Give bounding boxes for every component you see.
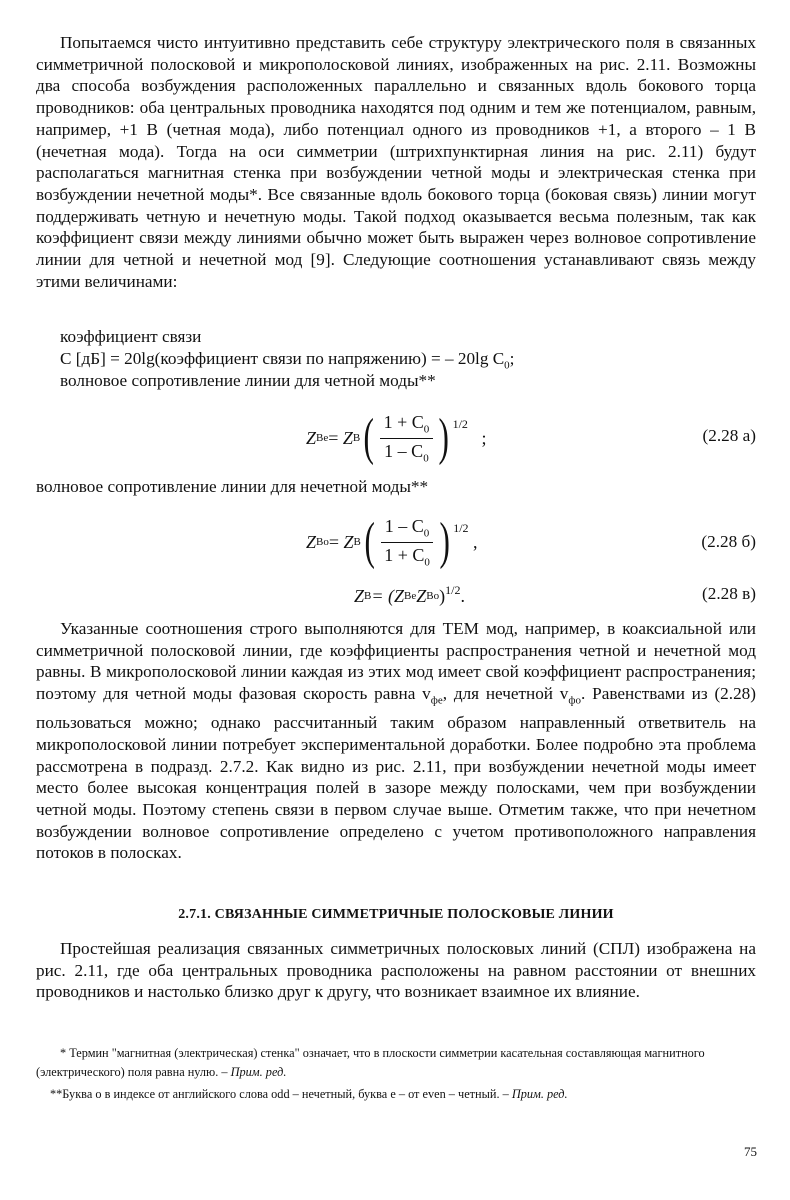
eq-b-denominator [380,543,434,569]
equation-2-28b [36,502,756,582]
eq-a-power: 1/2 [452,416,468,431]
eq-b-equals: = [328,531,340,552]
section-heading: 2.7.1. СВЯЗАННЫЕ СИММЕТРИЧНЫЕ ПОЛОСКОВЫЕ ЛИНИИ [178,907,614,922]
eq-a-den-sub: 0 [423,452,429,465]
eq-a-tail: ; [481,427,487,448]
eq-b-den-sub: 0 [424,556,430,569]
footnote-2 [36,1085,756,1104]
eq-a-lhs: Z [306,427,317,448]
eq-b-den-text: 1 + C [384,544,425,565]
eq-a-numerator [380,412,434,439]
footnote-1-mark: * [60,1046,67,1060]
p2-rest: . Равенствами из (2.28) пользоваться можно; однако рассчитанный таким образом направленный ответвитель на микрополосковой линии потребует экспериментальной доработки. Более подробно эта проблема рассмотрена в подразд. 2.7.2. Как видно из рис. 2.11, при возбуждении нечетной моды имеет место более высокая концентрация полей в зазоре между полосками, чем при возбуждении четной моды. Поэтому степень связи в первом случае выше. Отметим также, что при нечетном возбуждении волновое сопротивление определено с учетом противоположного направления потоков в полосках. [36,684,756,863]
eq-a-equals: = [328,427,339,448]
equation-2-28a-body [306,398,486,478]
eq-a-num-sub: 0 [423,423,430,436]
page-number: 75 [744,1144,757,1159]
paragraph-tem-modes [36,618,756,864]
eq-c-s2: Во [426,590,440,602]
eq-c-power: 1/2 [445,582,461,597]
eq-b-left-paren: ( [364,513,375,570]
coupling-label: коэффициент связи [60,327,202,346]
eq-b-numerator [381,516,434,543]
eq-b-power: 1/2 [453,520,469,535]
eq-c-lhs-sub: В [364,590,372,602]
equation-2-28b-body [306,502,478,582]
eq-a-z-sub: В [352,432,361,444]
eq-a-left-paren: ( [363,409,375,466]
p2-text: Указанные соотношения строго выполняются для ТЕМ мод, например, в коаксиальной или симметричной полосковой линии, где коэффициенты распространения четной и нечетной мод равны. В микрополосковой линии каждая из этих мод имеет свой коэффициент распространения; поэтому для четной моды фазовая скорость равна v [36,619,756,704]
eq-b-number: (2.28 б) [701,532,756,551]
eq-a-num-text: 1 + C [383,411,424,432]
eq-b-z: Z [343,531,354,552]
eq-a-lhs-sub: Ве [316,432,329,444]
paragraph-spl: Простейшая реализация связанных симметричных полосковых линий (СПЛ) изображена на рис. 2.11, где оба центральных проводника расположены на равном расстоянии от внешних проводников и настолько близко друг к другу, что возникает взаимное их влияние. [36,939,756,1002]
eq-c-text: = (Z [371,585,405,606]
eq-c-close: ) [439,585,446,606]
equation-2-28c [36,580,756,612]
eq-b-num-sub: 0 [423,527,430,540]
eq-c-number: (2.28 в) [702,584,756,603]
eq-b-tail: , [473,531,478,552]
eq-b-fraction [380,516,434,568]
footnote-2-mark: ** [50,1087,63,1101]
eq-b-lhs-sub: Во [316,536,329,548]
eq-b-lhs: Z [306,531,317,552]
odd-mode-label: волновое сопротивление линии для нечетной моды** [36,477,429,496]
even-mode-label: волновое сопротивление линии для четной моды** [60,371,436,390]
equation-2-28a [36,398,756,478]
equation-2-28c-body [354,580,465,612]
eq-b-num-text: 1 – C [384,515,424,536]
eq-a-fraction [380,412,434,464]
p2-sub-fe: фе [430,694,443,707]
eq-a-denominator [380,439,433,465]
coupling-formula-end: ; [509,349,515,368]
footnote-2-text: Буква о в индексе от английского слова odd – нечетный, буква е – от even – четный. – [62,1087,512,1101]
eq-b-right-paren: ) [439,513,450,570]
eq-c-tail: . [460,585,465,606]
coupling-formula-text: C [дБ] = 20lg(коэффициент связи по напряжению) = – 20lg C [60,349,505,368]
footnote-1-text: Термин "магнитная (электрическая) стенка" означает, что в плоскости симметрии касательная составляющая магнитного (электрического) поля равна нулю. – [36,1046,705,1079]
eq-a-right-paren: ) [438,409,450,466]
eq-b-z-sub: В [353,536,361,548]
p2-sub-fo: фо [568,694,582,707]
eq-c-mid: Z [416,585,427,606]
eq-a-z: Z [342,427,353,448]
eq-a-den-text: 1 – C [384,440,424,461]
footnote-1 [36,1044,756,1082]
eq-a-number: (2.28 а) [702,426,756,445]
paragraph-intro: Попытаемся чисто интуитивно представить себе структуру электрического поля в связанных симметричной полосковой и микрополосковой линиях, изображенных на рис. 2.11. Возможны два способа возбуждения расположенных параллельно и связанных вдоль бокового торца проводников: оба центральных проводника находятся под одним и тем же потенциалом, равным, например, +1 В (четная мода), либо потенциал одного из проводников +1, а второго – 1 В (нечетная мода). Тогда на оси симметрии (штрихпунктирная линия на рис. 2.11) будут располагаться магнитная стенка при возбуждении четной моды и электрическая стенка при возбуждении нечетной моды*. Все связанные вдоль бокового торца (боковая связь) линии могут поддерживать четную и нечетную моды. Такой подход оказывается весьма полезным, так как коэффициент связи между линиями обычно может быть выражен через волновое сопротивление линии для четной и нечетной мод [9]. Следующие соотношения устанавливают связь между этими величинами: [36,33,756,291]
eq-c-lhs: Z [354,585,365,606]
coupling-formula-sub: 0 [504,359,510,372]
eq-c-s1: Ве [404,590,417,602]
footnote-1-note: Прим. ред. [230,1065,287,1079]
p2-mid: , для нечетной v [442,684,569,704]
footnote-2-note: Прим. ред. [511,1087,568,1101]
